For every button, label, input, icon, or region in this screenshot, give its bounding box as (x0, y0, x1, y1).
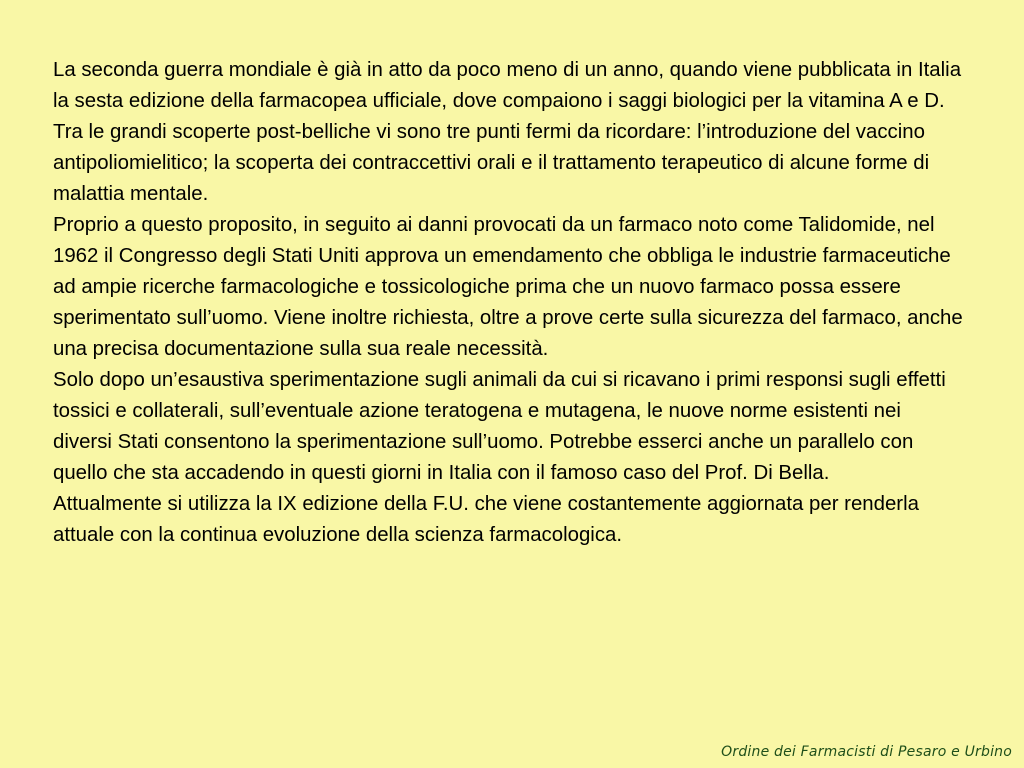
paragraph-thalidomide-regulation: Proprio a questo proposito, in seguito ai danni provocati da un farmaco noto come Talidomide, nel 1962 il Congresso degli Stati Uniti approva un emendamento che obbliga le industrie farmaceutiche ad ampie ricerche farmacologiche e tossicologiche prima che un nuovo farmaco possa essere sperimentato sull’uomo. Viene inoltre richiesta, oltre a prove certe sulla sicurezza del farmaco, anche una precisa documentazione sulla sua reale necessità. (53, 214, 963, 360)
paragraph-current-edition: Attualmente si utilizza la IX edizione della F.U. che viene costantemente aggiornata per renderla attuale con la continua evoluzione della scienza farmacologica. (53, 493, 919, 546)
paragraph-animal-testing: Solo dopo un’esaustiva sperimentazione sugli animali da cui si ricavano i primi responsi sugli effetti tossici e collaterali, sull’eventuale azione teratogena e mutagena, le nuove norme esistenti nei diversi Stati consentono la sperimentazione sull’uomo. Potrebbe esserci anche un parallelo con quello che sta accadendo in questi giorni in Italia con il famoso caso del Prof. Di Bella. (53, 369, 946, 484)
paragraph-ww2-pharmacopoeia: La seconda guerra mondiale è già in atto da poco meno di un anno, quando viene pubblicata in Italia la sesta edizione della farmacopea ufficiale, dove compaiono i saggi biologici per la vitamina A e D. (53, 59, 962, 112)
footer-organization-name: Ordine dei Farmacisti di Pesaro e Urbino (721, 744, 1012, 760)
paragraph-postwar-discoveries: Tra le grandi scoperte post-belliche vi sono tre punti fermi da ricordare: l’introduzione del vaccino antipoliomielitico; la scoperta dei contraccettivi orali e il trattamento terapeutico di alcune forme di malattia mentale. (53, 121, 930, 205)
slide-body-text (53, 55, 963, 551)
